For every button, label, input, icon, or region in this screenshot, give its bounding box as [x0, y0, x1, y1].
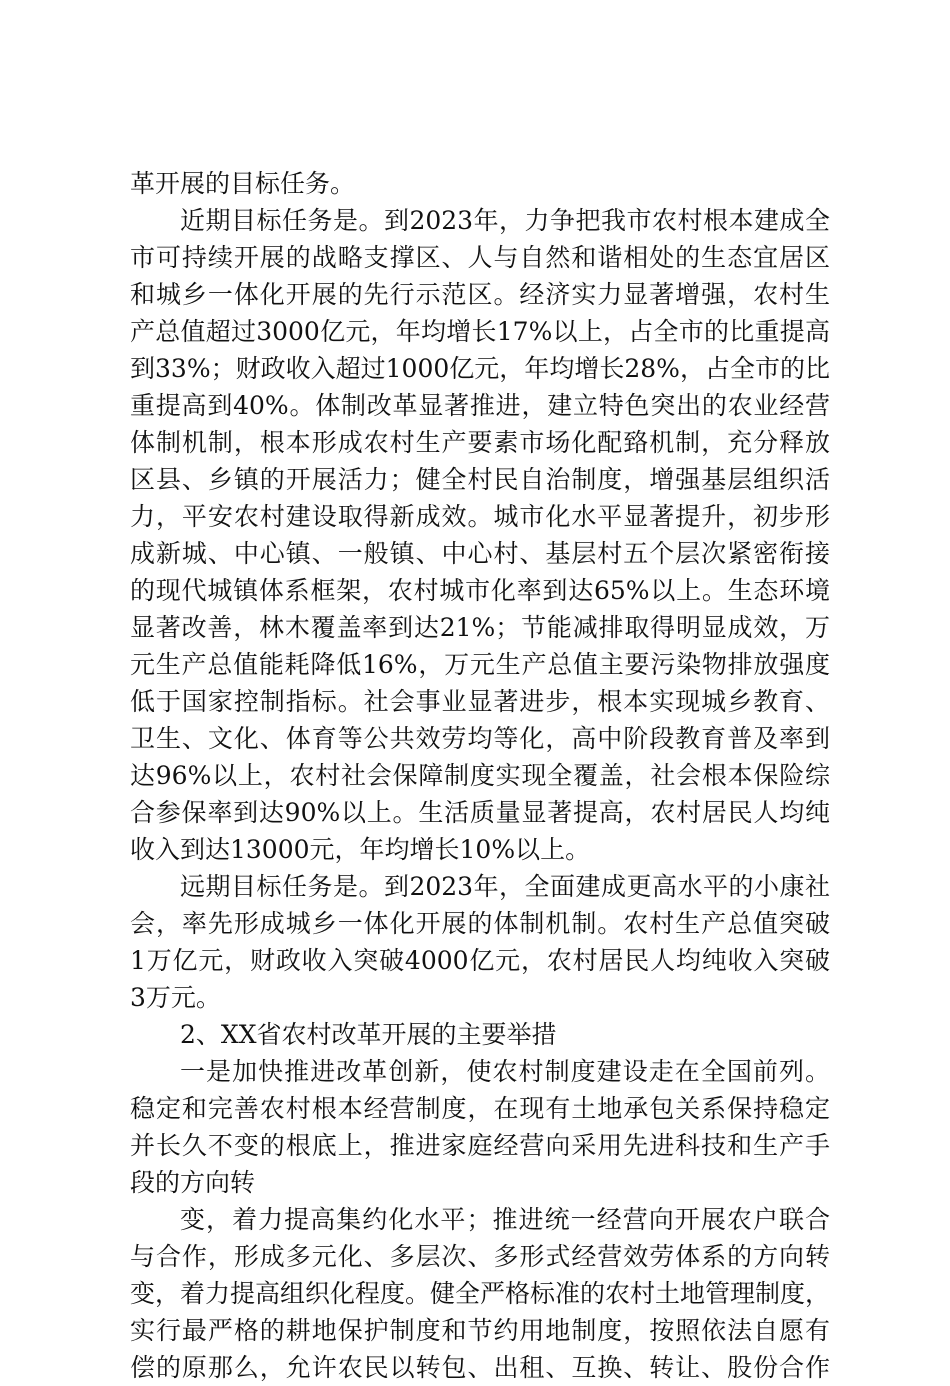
text-line: 革开展的目标任务。 — [130, 169, 356, 198]
text-line: 变，着力提高组织化程度。健全严格标准的农村土地管理制度， — [130, 1279, 831, 1308]
text-line: 和城乡一体化开展的先行示范区。经济实力显著增强，农村生 — [130, 280, 830, 309]
text-line: 卫生、文化、体育等公共效劳均等化，高中阶段教育普及率到 — [130, 724, 830, 753]
text-line: 3万元。 — [130, 983, 221, 1012]
text-line: 显著改善，林木覆盖率到达21%；节能减排取得明显成效，万 — [130, 613, 830, 642]
text-line: 会，率先形成城乡一体化开展的体制机制。农村生产总值突破 — [130, 909, 830, 938]
text-line: 段的方向转 — [130, 1168, 256, 1197]
text-line: 产总值超过3000亿元，年均增长17%以上，占全市的比重提高 — [130, 317, 830, 346]
text-line: 达96%以上，农村社会保障制度实现全覆盖，社会根本保险综 — [130, 761, 830, 790]
text-line: 变，着力提高集约化水平；推进统一经营向开展农户联合 — [180, 1205, 830, 1234]
text-line: 元生产总值能耗降低16%，万元生产总值主要污染物排放强度 — [130, 650, 830, 679]
text-line: 市可持续开展的战略支撑区、人与自然和谐相处的生态宜居区 — [130, 243, 830, 272]
text-line: 并长久不变的根底上，推进家庭经营向采用先进科技和生产手 — [130, 1131, 830, 1160]
text-line: 成新城、中心镇、一般镇、中心村、基层村五个层次紧密衔接 — [130, 539, 830, 568]
text-line: 偿的原那么，允许农民以转包、出租、互换、转让、股份合作 — [130, 1353, 830, 1382]
text-line: 体制机制，根本形成农村生产要素市场化配臵机制，充分释放 — [130, 428, 830, 457]
text-line: 的现代城镇体系框架，农村城市化率到达65%以上。生态环境 — [130, 576, 830, 605]
text-line: 与合作，形成多元化、多层次、多形式经营效劳体系的方向转 — [130, 1242, 830, 1271]
text-line: 到33%；财政收入超过1000亿元，年均增长28%，占全市的比 — [130, 354, 830, 383]
text-line: 重提高到40%。体制改革显著推进，建立特色突出的农业经营 — [130, 391, 830, 420]
text-line: 力，平安农村建设取得新成效。城市化水平显著提升，初步形 — [130, 502, 830, 531]
text-line: 一是加快推进改革创新，使农村制度建设走在全国前列。 — [180, 1057, 830, 1086]
text-line: 区县、乡镇的开展活力；健全村民自治制度，增强基层组织活 — [130, 465, 830, 494]
text-line: 合参保率到达90%以上。生活质量显著提高，农村居民人均纯 — [130, 798, 830, 827]
text-line: 近期目标任务是。到2023年，力争把我市农村根本建成全 — [180, 206, 830, 235]
text-line: 实行最严格的耕地保护制度和节约用地制度，按照依法自愿有 — [130, 1316, 830, 1345]
text-line: 2、XX省农村改革开展的主要举措 — [180, 1020, 557, 1049]
text-line: 收入到达13000元，年均增长10%以上。 — [130, 835, 591, 864]
text-line: 远期目标任务是。到2023年，全面建成更高水平的小康社 — [180, 872, 830, 901]
text-line: 低于国家控制指标。社会事业显著进步，根本实现城乡教育、 — [130, 687, 830, 716]
text-line: 1万亿元，财政收入突破4000亿元，农村居民人均纯收入突破 — [130, 946, 830, 975]
text-line: 稳定和完善农村根本经营制度，在现有土地承包关系保持稳定 — [130, 1094, 830, 1123]
document-body — [130, 165, 830, 1386]
